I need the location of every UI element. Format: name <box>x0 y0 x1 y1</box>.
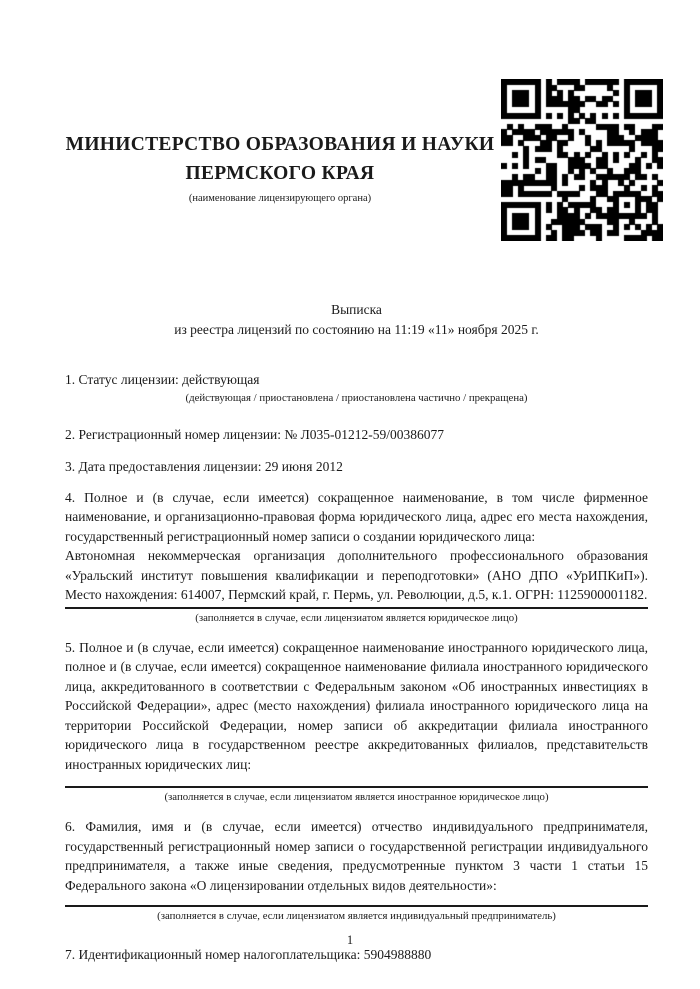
foreign-entity-rule <box>65 786 648 788</box>
document-body <box>65 300 648 965</box>
legal-entity-intro: 4. Полное и (в случае, если имеется) сокращенное наименование, в том числе фирменное наименование, и организационно-правовая форма юридического лица, адрес его места нахождения, государственный регистрационный номер записи о создании юридического лица: <box>65 489 648 544</box>
license-grant-date-line: 3. Дата предоставления лицензии: 29 июня 2012 <box>65 459 343 474</box>
legal-entity-value: Автономная некоммерческая организация дополнительного профессионального образования «Уральский институт повышения квалификации и переподготовки» (АНО ДПО «УрИПКиП»). Место нахождения: 614007, Пермский край, г. Пермь, ул. Революции, д.5, к.1. ОГРН: 1125900001182. <box>65 548 648 602</box>
document-title: Выписка <box>331 302 382 317</box>
ministry-name-line1: МИНИСТЕРСТВО ОБРАЗОВАНИЯ И НАУКИ <box>65 134 495 155</box>
license-status-line: 1. Статус лицензии: действующая <box>65 372 260 387</box>
individual-entrepreneur-rule <box>65 905 648 907</box>
document-subtitle: из реестра лицензий по состоянию на 11:19 «11» ноября 2025 г. <box>174 321 539 337</box>
licensing-authority-header <box>55 130 505 206</box>
registration-number-line: 2. Регистрационный номер лицензии: № Л035-01212-59/00386077 <box>65 426 445 442</box>
ministry-caption: (наименование лицензирующего органа) <box>188 193 372 204</box>
legal-entity-rule <box>65 607 648 609</box>
page-number: 1 <box>346 933 354 947</box>
legal-entity-note: (заполняется в случае, если лицензиатом является юридическое лицо) <box>195 611 518 624</box>
qr-code-icon <box>501 79 663 241</box>
license-status-note: (действующая / приостановлена / приостановлена частично / прекращена) <box>185 391 528 404</box>
foreign-entity-note: (заполняется в случае, если лицензиатом является иностранное юридическое лицо) <box>164 791 549 803</box>
ministry-name-line2: ПЕРМСКОГО КРАЯ <box>185 163 375 184</box>
individual-entrepreneur-note: (заполняется в случае, если лицензиатом является индивидуальный предприниматель) <box>157 910 556 922</box>
individual-entrepreneur-intro: 6. Фамилия, имя и (в случае, если имеется) отчество индивидуального предпринимателя, государственный регистрационный номер записи о государственной регистрации индивидуального предпринимателя, а также иные сведения, предусмотренные пунктом 3 части 1 статьи 15 Федерального закона «О лицензировании отдельных видов деятельности»: <box>65 819 648 893</box>
taxpayer-id-line: 7. Идентификационный номер налогоплательщика: 5904988880 <box>65 947 432 962</box>
foreign-entity-intro: 5. Полное и (в случае, если имеется) сокращенное наименование иностранного юридического лица, полное и (в случае, если имеется) сокращенное наименование филиала иностранного юридического лица, аккредитованного в соответствии с Федеральным законом «Об иностранных инвестициях в Российской Федерации», адрес (место нахождения) филиала иностранного юридического лица на территории Российской Федерации, номер записи об аккредитации филиала иностранного юридического лица в государственном реестре аккредитованных филиалов, представительств иностранных юридических лиц: <box>65 639 648 772</box>
